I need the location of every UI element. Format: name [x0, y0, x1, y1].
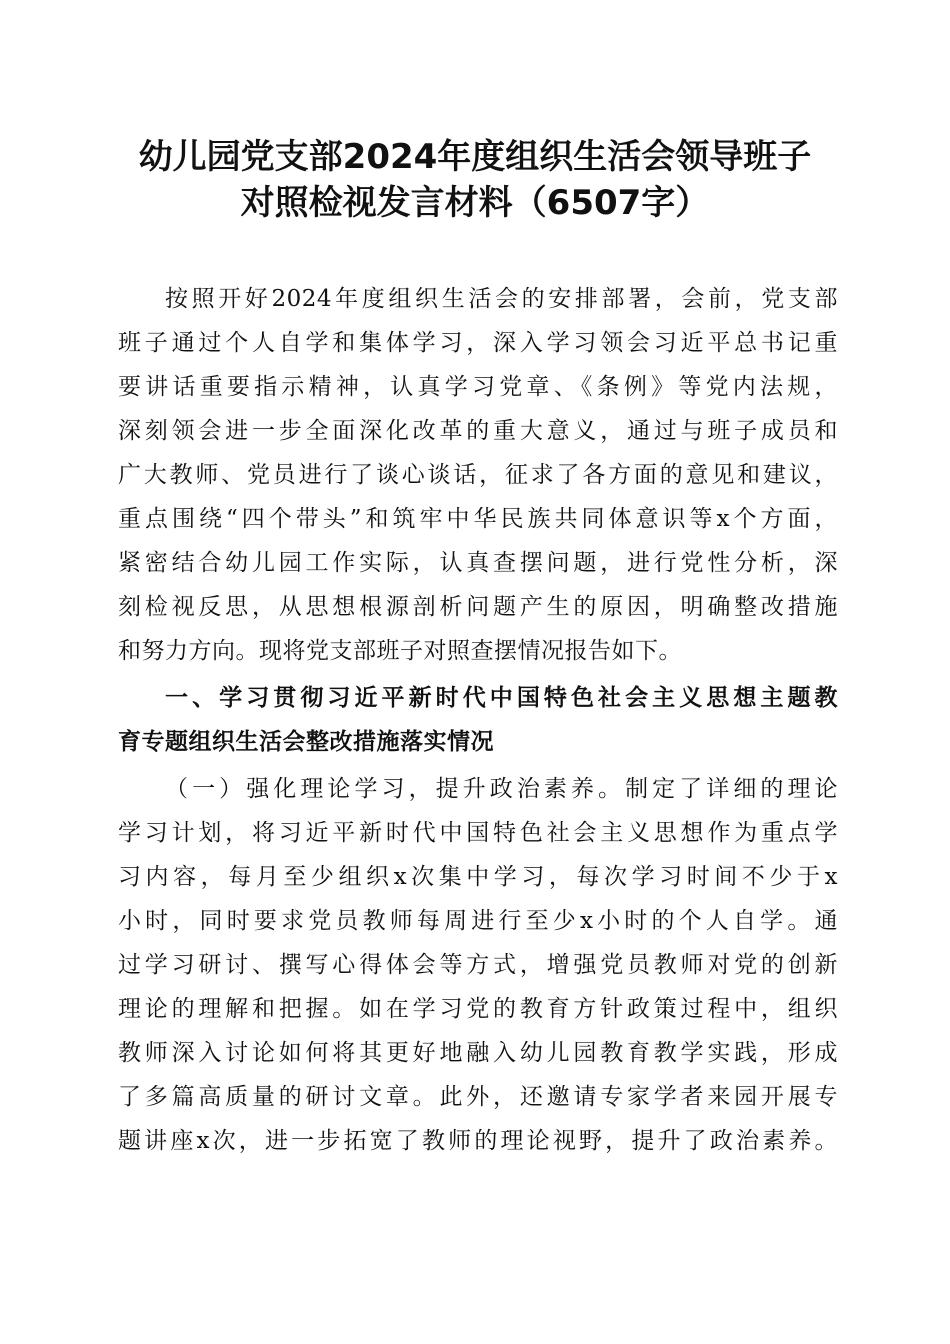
paragraph-line: 按照开好2024年度组织生活会的安排部署，会前，党支部	[165, 286, 838, 312]
document-title-line-2: 对照检视发言材料（6507字）	[240, 183, 710, 223]
paragraph-line: 题讲座x次，进一步拓宽了教师的理论视野，提升了政治素养。	[118, 1128, 838, 1154]
paragraph-line: 学习计划，将习近平新时代中国特色社会主义思想作为重点学	[118, 820, 838, 846]
paragraph-line: 过学习研讨、撰写心得体会等方式，增强党员教师对党的创新	[118, 952, 838, 978]
paragraph-line: 深刻领会进一步全面深化改革的重大意义，通过与班子成员和	[118, 418, 838, 444]
paragraph-line: 了多篇高质量的研讨文章。此外，还邀请专家学者来园开展专	[118, 1084, 838, 1110]
paragraph-line: （一）强化理论学习，提升政治素养。制定了详细的理论	[165, 776, 838, 802]
paragraph-line: 和努力方向。现将党支部班子对照查摆情况报告如下。	[118, 638, 682, 664]
section-heading-line: 育专题组织生活会整改措施落实情况	[118, 729, 494, 755]
paragraph-line: 班子通过个人自学和集体学习，深入学习领会习近平总书记重	[118, 330, 838, 356]
paragraph-line: 紧密结合幼儿园工作实际，认真查摆问题，进行党性分析，深	[118, 550, 838, 576]
paragraph-line: 重点围绕“四个带头”和筑牢中华民族共同体意识等x个方面，	[118, 506, 838, 532]
paragraph-line: 小时，同时要求党员教师每周进行至少x小时的个人自学。通	[118, 908, 838, 934]
paragraph-line: 广大教师、党员进行了谈心谈话，征求了各方面的意见和建议，	[118, 462, 838, 488]
section-heading-line: 一、学习贯彻习近平新时代中国特色社会主义思想主题教	[165, 685, 838, 711]
paragraph-line: 刻检视反思，从思想根源剖析问题产生的原因，明确整改措施	[118, 594, 838, 620]
paragraph-line: 要讲话重要指示精神，认真学习党章、《条例》等党内法规，	[118, 374, 838, 400]
document-title-line-1: 幼儿园党支部2024年度组织生活会领导班子	[138, 137, 812, 177]
paragraph-line: 理论的理解和把握。如在学习党的教育方针政策过程中，组织	[118, 996, 838, 1022]
paragraph-line: 习内容，每月至少组织x次集中学习，每次学习时间不少于x	[118, 864, 838, 890]
paragraph-line: 教师深入讨论如何将其更好地融入幼儿园教育教学实践，形成	[118, 1040, 838, 1066]
